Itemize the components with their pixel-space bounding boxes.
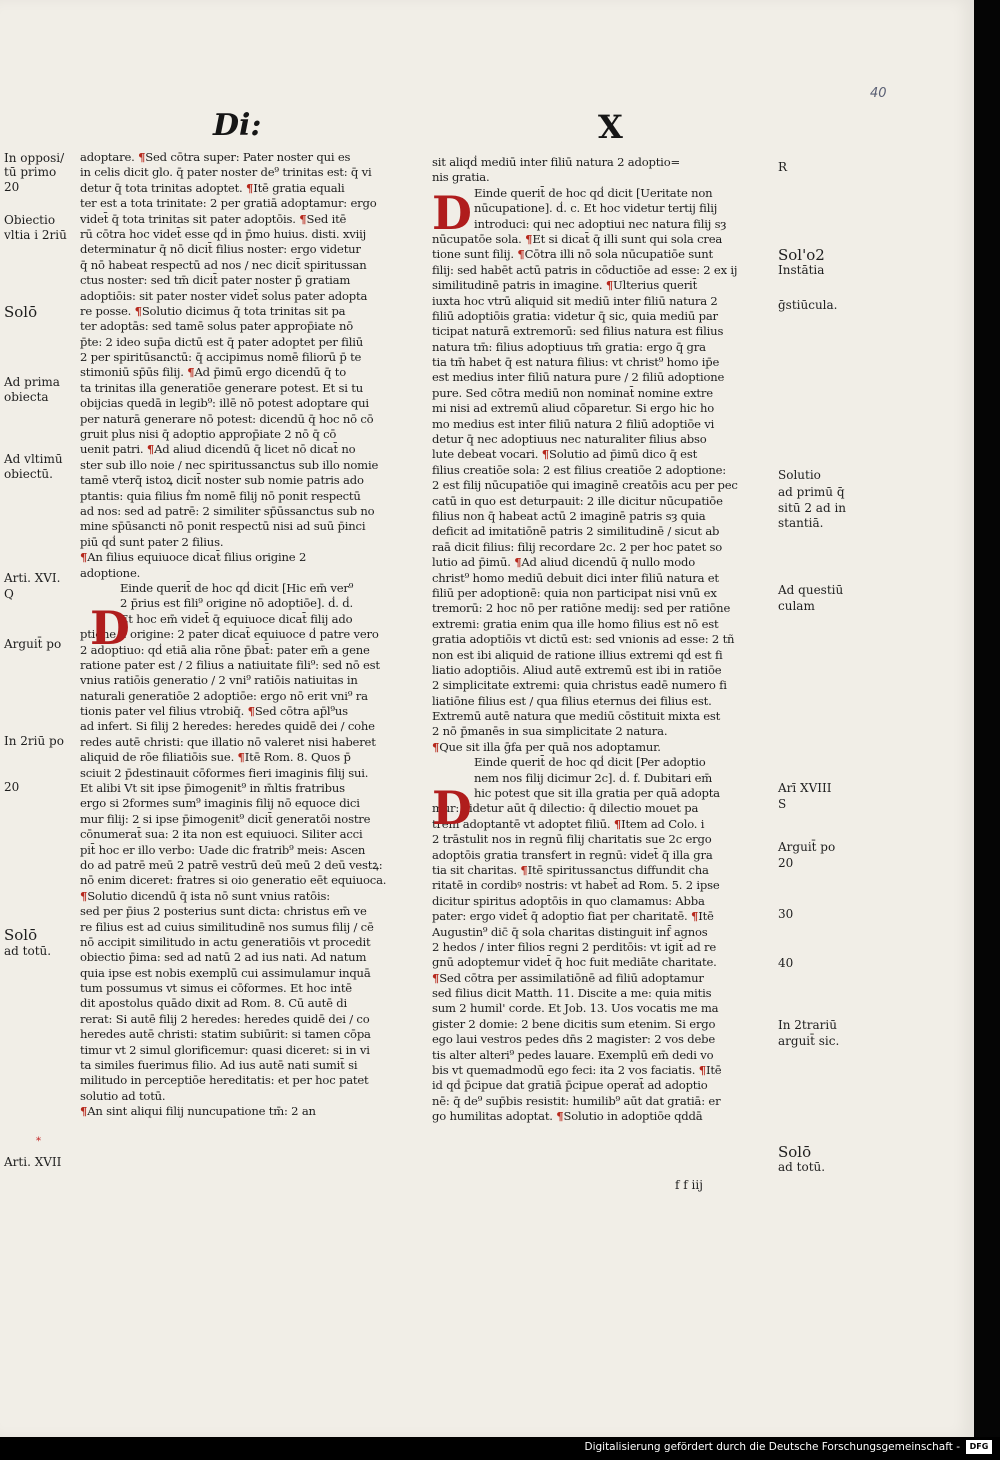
- margin-note: S: [778, 797, 787, 811]
- text-line: pater: ergo videt̄ q̄ adoptio fiat per charitatē. ¶Itē: [432, 909, 714, 924]
- margin-note: In 2riū po: [4, 734, 64, 748]
- pencil-folio-number: 40: [870, 86, 887, 101]
- text-line: Et hoc em̄ videt̄ q̄ equiuoce dicat̄ filij ado: [120, 611, 353, 626]
- margin-note: vltia i 2riū: [4, 228, 67, 242]
- text-line: rerat: Si autē filij 2 heredes: heredes quidē dei / co: [80, 1011, 370, 1026]
- margin-note: Solō: [778, 1143, 812, 1161]
- text-line: cōnumerat̄ sua: 2 ita non est equiuoci. Siliter acci: [80, 827, 363, 842]
- text-line: nō accipit similitudo in actu generatiōis vt procedit: [80, 934, 371, 949]
- margin-note: 20: [4, 180, 20, 194]
- text-line: adoptiōis: sit pater noster videt̄ solus pater adopta: [80, 288, 368, 303]
- text-line: redes autē christi: que illatio nō valeret nisi haberet: [80, 734, 376, 749]
- pilcrow-mark: ¶: [80, 550, 88, 565]
- margin-note: obiecta: [4, 390, 49, 404]
- margin-note: Arti. XVI.: [4, 571, 61, 585]
- text-line: quia ipse est nobis exemplū cui assimulamur inquā: [80, 965, 371, 980]
- pilcrow-mark: ¶: [613, 816, 622, 831]
- margin-note: sitū 2 ad in: [778, 501, 847, 515]
- text-line: ticipat naturā extremorū: sed filius natura est filius: [432, 324, 724, 339]
- text-line: nis gratia.: [432, 170, 490, 185]
- text-line: lute debeat vocari. ¶Solutio ad p̄imū dico q̄ est: [432, 447, 698, 462]
- margin-note: tū primo: [4, 165, 57, 179]
- footer-bar: [0, 1437, 1000, 1460]
- margin-note: obiectū.: [4, 467, 53, 481]
- text-line: adoptare. ¶Sed cōtra super: Pater noster qui es: [80, 150, 351, 164]
- text-line: tremorū: 2 hoc nō per ratiōne medij: sed per ratiōne: [432, 601, 731, 616]
- text-line: 2 est filij nūcupatiōe qui imaginē creatōis acu per pec: [432, 478, 738, 493]
- text-line: gnū adoptemur videt̄ q̄ hoc fuit mediāte charitate.: [432, 955, 717, 970]
- margin-note: Arti. XVII: [4, 1155, 62, 1169]
- text-line: in celis dicit glo. q̄ pater noster de⁹ trinitas est: q̄ vi: [80, 165, 372, 180]
- text-line: ergo si 2formes sum⁹ imaginis filij nō equoce dici: [80, 796, 360, 811]
- margin-note: Obiectio: [4, 213, 56, 227]
- pilcrow-mark: ¶: [187, 365, 195, 380]
- text-column-left: [80, 150, 418, 1120]
- text-line: Einde querit̄ de hoc qḋ dicit [Per adoptio: [474, 755, 706, 770]
- margin-note: ad totū.: [4, 944, 52, 958]
- text-line: do ad patrē meū 2 patrē vestrū deū meū 2 deū vestꝝ:: [80, 857, 383, 872]
- text-line: hic potest que sit illa gratia per quā adopta: [474, 786, 720, 801]
- pilcrow-mark: ¶: [134, 303, 142, 318]
- text-line: filius creatiōe sola: 2 est filius creatiōe 2 adoptione:: [432, 462, 726, 477]
- text-line: Einde querit̄ de hoc qḋ dicit [Ueritate non: [474, 185, 713, 200]
- text-line: est medius inter filiū natura pure / 2 filiū adoptione: [432, 370, 725, 385]
- text-line: pure. Sed cōtra mediū non nominat̄ nomine extre: [432, 385, 713, 400]
- pilcrow-mark: ¶: [520, 862, 528, 877]
- text-line: Extremū autē natura que mediū cōstituit mixta est: [432, 709, 721, 724]
- text-line: solutio ad totū.: [80, 1088, 166, 1103]
- text-line: ad nos: sed ad patrē: 2 similiter sp̄ūssanctus sub no: [80, 503, 375, 518]
- running-head-left: Di:: [213, 108, 262, 143]
- text-line: obijcias quedā in legib⁹: illē nō potest adoptare qui: [80, 396, 369, 411]
- text-line: 2 per spiritūsanctū: q̄ accipimus nomē filiorū p̄ te: [80, 350, 362, 365]
- text-line: re filius est ad cuius similitudinē nos sumus filij / cē: [80, 919, 374, 934]
- text-line: timur vt 2 simul glorificemur: quasi diceret: si in vi: [80, 1042, 370, 1057]
- text-line: sit aliqḋ mediū inter filiū natura 2 adoptio=: [432, 155, 680, 169]
- pilcrow-mark: ¶: [698, 1063, 706, 1078]
- text-line: liatiōne filius est / qua filius eternus dei filius est.: [432, 693, 712, 708]
- text-line: gratia adoptiōis vt dictū est: sed vnionis ad esse: 2 tñ: [432, 632, 735, 647]
- text-line: id qḋ p̄cipue dat gratiā p̄cipue operat̄ ad adoptio: [432, 1078, 708, 1093]
- text-line: sed per p̄ius 2 posterius sunt dicta: christus em̄ ve: [80, 904, 367, 919]
- text-line: gruit plus nisi q̄ adoptio approp̄iate 2 nō q̄ cō: [80, 427, 337, 442]
- text-line: 2 hedos / inter filios regni 2 perditōis: vt igit̄ ad re: [432, 939, 717, 954]
- margin-note: 20: [778, 856, 794, 870]
- text-line: mur filij: 2 si ipse p̄imogenit⁹ dicit̄ generatōi nostre: [80, 811, 371, 826]
- text-line: nō enim diceret: fratres si oio generatio eēt equiuoca.: [80, 873, 387, 888]
- dfg-logo: DFG: [966, 1440, 992, 1454]
- text-line: detur q̄ nec adoptiuus nec naturaliter filius abso: [432, 432, 707, 447]
- decorated-initial: D: [90, 601, 130, 655]
- margin-note: stantiā.: [778, 516, 824, 530]
- text-line: ter est a tota trinitate: 2 per gratiā adoptamur: ergo: [80, 196, 377, 211]
- text-line: obiectio p̄ima: sed ad natū 2 ad ius nati. Ad natum: [80, 950, 367, 965]
- margin-note: Arguit̄ po: [778, 840, 836, 854]
- text-line: liatio adoptiōis. Aliud autē extremū est ibi in ratiōe: [432, 662, 722, 677]
- text-line: ¶An sint aliqui filij nuncupatione tm̄: 2 an: [80, 1104, 316, 1119]
- margin-note: ad primū q̄: [778, 485, 845, 499]
- text-line: ta trinitas illa generatiōe generare potest. Et si tu: [80, 380, 363, 395]
- text-line: uenit patri. ¶Ad aliud dicendū q̄ licet nō dicat̄ no: [80, 442, 356, 457]
- text-line: nūcupatione]. ḋ. c. Et hoc videtur tertij filij: [474, 201, 718, 216]
- text-line: 2 simplicitate extremi: quia christus eadē numero fi: [432, 678, 727, 693]
- text-line: catū in quo est deturpauit: 2 ille dicitur nūcupatiōe: [432, 493, 723, 508]
- text-line: trem adoptantē vt adoptet filiū. ¶Item ad Colo. i: [432, 816, 705, 831]
- text-line: similitudinē patris in imagine. ¶Ulterius querit̄: [432, 278, 698, 293]
- text-line: ster sub illo noie / nec spiritussanctus sub illo nomie: [80, 457, 379, 472]
- pilcrow-mark: ¶: [246, 180, 254, 195]
- margin-note: In opposi/: [4, 151, 65, 165]
- text-line: iuxta hoc vtrū aliquid sit mediū inter filiū natura 2: [432, 293, 718, 308]
- text-line: stimoniū sp̄ūs filij. ¶Ad p̄imū ergo dicendū q̄ to: [80, 365, 346, 380]
- text-line: ¶Solutio dicendū q̄ ista nō sunt vnius ratōis:: [80, 888, 330, 903]
- margin-note: Ad questiū: [778, 583, 844, 597]
- pilcrow-mark: ¶: [691, 909, 699, 924]
- text-line: natura tm̄: filius adoptiuus tm̄ gratia: ergo q̄ gra: [432, 339, 706, 354]
- decorated-initial: D: [432, 781, 472, 835]
- pilcrow-mark: ¶: [556, 1109, 564, 1124]
- text-line: q̄ nō habeat respectū ad nos / nec dicit̄ spiritussan: [80, 257, 367, 272]
- margin-note: ḡstiūcula.: [778, 298, 838, 312]
- text-line: detur q̄ tota trinitas adoptet. ¶Itē gratia equali: [80, 180, 345, 195]
- text-line: go humilitas adoptat. ¶Solutio in adoptiōe qddā: [432, 1109, 703, 1124]
- text-line: heredes autē christi: statim subiūrit: si tamen cōpa: [80, 1027, 371, 1042]
- pilcrow-mark: ¶: [237, 750, 245, 765]
- text-line: ta similes fuerimus filio. Ad ius autē nati sumit̄ si: [80, 1058, 358, 1073]
- text-line: dit apostolus quādo dixit ad Rom. 8. Cū autē di: [80, 996, 347, 1011]
- text-line: filiū per adoptionē: quia non participat nisi vnū ex: [432, 585, 717, 600]
- text-line: ¶Que sit illa ḡfa per quā nos adoptamur.: [432, 739, 661, 754]
- margin-note: 40: [778, 956, 794, 970]
- text-line: tum possumus vt simus ei cōformes. Et hoc intē: [80, 981, 352, 996]
- margin-note: Q: [4, 587, 14, 601]
- margin-note: Instātia: [778, 263, 825, 277]
- text-line: Et alibi Vt sit ipse p̄imogenit⁹ in m̄ltis fratribus: [80, 781, 345, 796]
- edge-mark: *: [36, 1136, 41, 1147]
- text-line: bis vt quemadmodū ego feci: ita 2 vos faciatis. ¶Itē: [432, 1063, 722, 1078]
- pilcrow-mark: ¶: [146, 442, 155, 457]
- margin-note: In 2trariū: [778, 1018, 837, 1032]
- text-line: raā dicit filius: filij recordare 2c. 2 per hoc patet so: [432, 539, 723, 554]
- text-line: 2 p̄rius est fili⁹ origine nō adoptiōe]. ḋ. ḋ.: [120, 596, 353, 611]
- pilcrow-mark: ¶: [514, 555, 522, 570]
- margin-note: culam: [778, 599, 815, 613]
- text-line: vnius ratiōis generatio / 2 vni⁹ ratiōis natiuitas in: [80, 673, 358, 688]
- footer-credit: Digitalisierung gefördert durch die Deutsche Forschungsgemeinschaft -: [584, 1441, 960, 1453]
- text-line: tia tm̄ habet q̄ est natura filius: vt christ⁹ homo ip̄e: [432, 355, 720, 370]
- text-line: dicitur spiritus adoptōis in quo clamamus: Abba: [432, 893, 705, 908]
- text-line: re posse. ¶Solutio dicimus q̄ tota trinitas sit pa: [80, 303, 346, 318]
- text-line: filiū adoptiōis gratia: videtur q̄ sic, quia mediū par: [432, 308, 718, 323]
- pilcrow-mark: ¶: [517, 247, 525, 262]
- text-line: deficit ad imitatiōnē patris 2 similitudinē / sicut ab: [432, 524, 720, 539]
- text-line: adoptōis gratia transfert in regnū: videt̄ q̄ illa gra: [432, 847, 713, 862]
- margin-note: Sol'o2: [778, 246, 825, 264]
- text-line: aliquid de rōe filiatiōis sue. ¶Itē Rom. 8. Quos p̄: [80, 750, 351, 765]
- text-line: Augustin⁹ dic̄ q̄ sola charitas distinguit inf̄ agnos: [432, 924, 708, 939]
- text-line: 2 nō p̄manēs in sua simplicitate 2 natura.: [432, 724, 668, 739]
- text-line: filij: sed habēt actū patris in cōductiōe ad esse: 2 ex ij: [432, 262, 738, 277]
- margin-note: R: [778, 160, 788, 174]
- text-line: mo medius est inter filiū natura 2 filiū adoptiōe vi: [432, 416, 715, 431]
- margin-note: 20: [4, 780, 20, 794]
- text-line: adoptione.: [80, 565, 141, 580]
- text-line: sum 2 humil' corde. Et Job. 13. Uos vocatis me ma: [432, 1001, 719, 1016]
- text-line: nūcupatōe sola. ¶Et si dicat̄ q̄ illi sunt qui sola crea: [432, 231, 723, 246]
- text-column-right: [432, 155, 778, 1125]
- text-line: mur: videtur aūt q̄ dilectio: q̄ dilectio mouet pa: [432, 801, 699, 816]
- text-line: sed filius dicit Matth. 11. Discite a me: quia mitis: [432, 986, 712, 1001]
- text-line: filius non q̄ habeat actū 2 imaginē patris sȝ quia: [432, 508, 706, 523]
- margin-note: Ad vltimū: [4, 452, 63, 466]
- text-line: mi nisi ad extremū aliud cōparetur. Si ergo hic ho: [432, 401, 715, 416]
- pilcrow-mark: ¶: [525, 231, 533, 246]
- text-line: extremi: gratia enim qua ille homo filius est nō est: [432, 616, 719, 631]
- signature-mark: f f iij: [675, 1178, 703, 1192]
- text-line: ad infert. Si filij 2 heredes: heredes quidē dei / cohe: [80, 719, 375, 734]
- text-line: introduci: qui nec adoptiui nec natura filij sȝ: [474, 216, 727, 231]
- text-line: ptantis: quia filius ḟm nomē filij nō ponit respectū: [80, 488, 361, 503]
- text-line: 2 trāstulit nos in regnū filij charitatis sue 2c ergo: [432, 832, 712, 847]
- pilcrow-mark: ¶: [432, 739, 440, 754]
- pilcrow-mark: ¶: [138, 150, 146, 164]
- text-line: naturali generatiōe 2 adoptiōe: ergo nō erit vni⁹ ra: [80, 688, 368, 703]
- text-line: ter adoptās: sed tamē solus pater approp̄iate nō: [80, 319, 354, 334]
- margin-note: Solutio: [778, 468, 821, 482]
- decorated-initial: D: [432, 186, 472, 240]
- pilcrow-mark: ¶: [80, 1104, 88, 1119]
- text-line: videt̄ q̄ tota trinitas sit pater adoptōis. ¶Sed itē: [80, 211, 347, 226]
- text-line: tione sunt filij. ¶Cōtra illi nō sola nūcupatiōe sunt: [432, 247, 713, 262]
- margin-note: ad totū.: [778, 1160, 826, 1174]
- pilcrow-mark: ¶: [432, 970, 440, 985]
- text-line: sciuit 2 p̄destinauit cōformes fieri imaginis filij sui.: [80, 765, 369, 780]
- margin-note: Solō: [4, 926, 38, 944]
- pilcrow-mark: ¶: [247, 704, 255, 719]
- text-line: p̄te: 2 ideo sup̄a dictū est q̄ pater adoptet per filiū: [80, 334, 364, 349]
- pilcrow-mark: ¶: [80, 888, 88, 903]
- text-line: determinatur q̄ nō dicit̄ filius noster: ergo videtur: [80, 242, 361, 257]
- margin-note: 30: [778, 907, 794, 921]
- margin-note: Solō: [4, 303, 38, 321]
- pilcrow-mark: ¶: [541, 447, 549, 462]
- text-line: rū cōtra hoc videt̄ esse qḋ in p̄mo huius. disti. xviij: [80, 226, 366, 241]
- running-head-center: X: [598, 108, 623, 146]
- text-line: per naturā generare nō potest: dicendū q̄ hoc nō cō: [80, 411, 374, 426]
- text-line: ptione 2 origine: 2 pater dicat̄ equiuoce ḋ patre vero: [80, 627, 379, 642]
- text-line: lutio ad p̄imū. ¶Ad aliud dicendū q̄ nullo modo: [432, 555, 695, 570]
- text-line: tis alter alteri⁹ pedes lauare. Exemplū em̄ dedi vo: [432, 1047, 714, 1062]
- margin-note: Arguit̄ po: [4, 637, 62, 651]
- text-line: tia sit charitas. ¶Itē spiritussanctus diffundit cha: [432, 862, 709, 877]
- text-line: pit̄ hoc er illo verbo: Uade dic fratrib⁹ meis: Ascen: [80, 842, 366, 857]
- margin-note: Arī XVIII: [778, 781, 832, 795]
- text-line: non est ibi aliquid de ratione illius extremi qḋ est fi: [432, 647, 723, 662]
- text-line: mine sp̄ūsancti nō ponit respectū nisi ad suū p̄inci: [80, 519, 366, 534]
- text-line: 2 adoptiuo: qḋ etiā alia rōne p̄bat̄: pater em̄ a gene: [80, 642, 370, 657]
- text-line: christ⁹ homo mediū debuit dici inter filiū natura et: [432, 570, 719, 585]
- text-line: tamē vterq̄ istoꝝ dicit̄ noster sub nomie patris ado: [80, 473, 364, 488]
- text-line: ¶An filius equiuoce dicat̄ filius origine 2: [80, 550, 307, 565]
- text-line: ego laui vestros pedes dn̄s 2 magister: 2 vos debe: [432, 1032, 716, 1047]
- pilcrow-mark: ¶: [605, 278, 614, 293]
- text-line: tionis pater vel filius vtrobiq̄. ¶Sed cōtra ap̄l⁹us: [80, 704, 348, 719]
- text-line: Einde querit̄ de hoc qḋ dicit [Hic em̄ ver⁹: [120, 580, 354, 595]
- margin-note: Ad prima: [4, 375, 60, 389]
- text-line: ¶Sed cōtra per assimilatiōnē ad filiū adoptamur: [432, 970, 704, 985]
- text-line: piū qḋ sunt pater 2 filius.: [80, 534, 224, 549]
- text-line: militudo in perceptiōe hereditatis: et per hoc patet: [80, 1073, 369, 1088]
- pilcrow-mark: ¶: [299, 211, 307, 226]
- text-line: nem nos filij dicimur 2c]. ḋ. f. Dubitari em̄: [474, 770, 713, 785]
- text-line: nē: q̄ de⁹ sup̄bis resistit: humilib⁹ aūt dat gratiā: er: [432, 1093, 721, 1108]
- text-line: ctus noster: sed tm̄ dicit̄ pater noster p̄ gratiam: [80, 273, 351, 288]
- text-line: ritatē in cordibꝰ nostris: vt habet̄ ad Rom. 5. 2 ipse: [432, 878, 720, 893]
- margin-note: arguit̄ sic.: [778, 1034, 840, 1048]
- text-line: gister 2 domie: 2 bene dicitis sum etenim. Si ergo: [432, 1016, 716, 1031]
- text-line: ratione pater est / 2 filius a natiuitate fili⁹: sed nō est: [80, 657, 380, 672]
